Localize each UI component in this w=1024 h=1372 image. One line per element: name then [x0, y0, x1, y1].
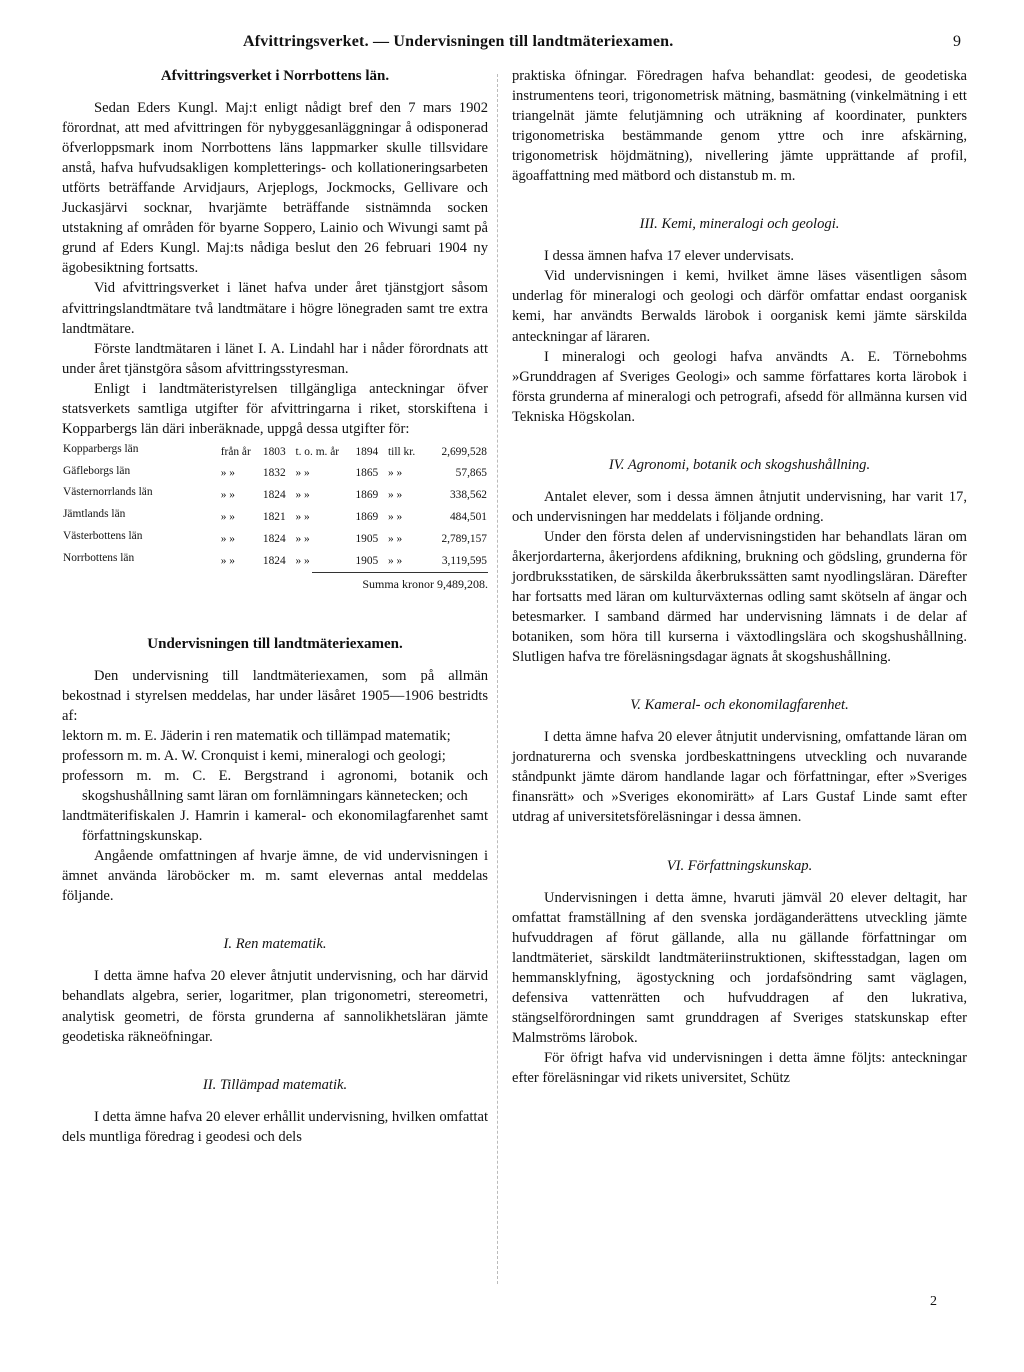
table-row	[62, 506, 488, 528]
from-prefix-cell: » »	[220, 554, 235, 567]
table-row	[62, 463, 488, 485]
from-prefix-cell: » »	[220, 489, 235, 502]
table-row	[62, 550, 488, 572]
teacher-entry: landtmäterifiskalen J. Hamrin i kameral- och ekonomilagfarenhet samt författningskunskap.	[62, 808, 488, 845]
till-cell: » »	[388, 554, 403, 567]
subsection-heading-ren-matematik: I. Ren matematik.	[223, 936, 327, 953]
to-year-cell: 1869	[355, 489, 379, 502]
to-year-cell: 1905	[355, 554, 379, 567]
table-row	[62, 528, 488, 550]
expenditure-table	[62, 441, 488, 572]
till-cell: » »	[388, 510, 403, 523]
from-year-cell: 1824	[262, 489, 286, 502]
column-divider	[497, 74, 498, 1284]
table-row	[62, 484, 488, 506]
paragraph: Sedan Eders Kungl. Maj:t enligt nådigt bref den 7 mars 1902 förordnat, att med afvittringen för nybyggesanläggningar å odisponerad öfverloppsmark inom Norrbottens läns lappmarker skulle tillsvidare anstå, hafva hufvudsakligen kompletterings- och kollationeringsarbeten utförts beträffande Arvidjaurs, Arjeplogs, Jockmocks, Gellivare och Juckasjärvi socknar, hvarjämte beträffande sistnämnda socken utstakning af områden för byarne Soppero, Lainio och Wivungi samt på grund af Eders Kungl. Maj:ts nådiga beslut den 26 februari 1904 ny ägobesiktning fortsatts.	[62, 100, 488, 277]
teacher-entry: lektorn m. m. E. Jäderin i ren matematik och tillämpad matematik;	[62, 727, 451, 744]
sheet-number: 2	[930, 1294, 937, 1309]
county-label: Västerbottens län	[63, 530, 143, 543]
subsection-heading-kemi: III. Kemi, mineralogi och geologi.	[639, 216, 840, 233]
page-number: 9	[953, 33, 961, 50]
county-label: Gäfleborgs län	[63, 464, 131, 477]
from-prefix-cell: » »	[220, 467, 235, 480]
paragraph: I detta ämne hafva 20 elever åtnjutit undervisning, omfattande läran om jordnaturerna och svenska jordbeskattningens utveckling och nuvarande ståndpunkt jämte därom handlande lagar och författningar, efter »Sveriges finansrätt» och »Sveriges ekonomirätt» af Lars Gustaf Linde samt efter utdrag af universitetsföreläsningar i dessa ämnen.	[512, 729, 967, 826]
paragraph: I detta ämne hafva 20 elever erhållit undervisning, hvilken omfattat dels muntliga föredrag i geodesi och dels	[62, 1108, 488, 1145]
to-prefix-cell: » »	[295, 510, 310, 523]
amount-cell: 3,119,595	[441, 554, 487, 567]
from-prefix-cell: » »	[220, 532, 235, 545]
subsection-heading-forfattningskunskap: VI. Författningskunskap.	[666, 857, 813, 874]
county-cell	[62, 463, 220, 485]
paragraph: praktiska öfningar. Föredragen hafva behandlat: geodesi, de geodetiska instrumentens teori, trigonometrisk mätning, basmätning (vinkelmätning i ett triangelnät jämte felutjämning och uträkning af koordinater, punkters trigonometriska bestämmande genom yttre och inre afskärning, trigonometrisk höjdmätning), nivellering jämte upprättande af profil, ägoaffattning med mätbord och distanstub m. m.	[512, 68, 967, 185]
subsection-heading-tillampad-matematik: II. Tillämpad matematik.	[202, 1076, 348, 1093]
to-prefix-cell: » »	[295, 532, 310, 545]
subsection-heading-agronomi: IV. Agronomi, botanik och skogshushållning.	[608, 456, 871, 473]
county-cell	[62, 441, 220, 463]
to-prefix-cell: t. o. m. år	[295, 445, 340, 458]
county-label: Norrbottens län	[63, 551, 135, 564]
sum-value: 9,489,208.	[437, 576, 488, 591]
county-label: Jämtlands län	[63, 508, 126, 521]
to-year-cell: 1894	[355, 445, 379, 458]
section-heading-undervisningen: Undervisningen till landtmäteriexamen.	[147, 635, 403, 652]
running-head	[0, 33, 1024, 57]
paragraph: Vid afvittringsverket i länet hafva under året tjänstgjort såsom afvittringslandtmätare två landtmätare i högre lönegraden samt tre extra landtmätare.	[62, 280, 488, 337]
to-year-cell: 1865	[355, 467, 379, 480]
paragraph: I mineralogi och geologi hafva användts A. E. Törnebohms »Grunddragen af Sveriges Geologi» och samme författares korta lärobok i första grunderna af mineralogi och petrografi, afsedd för allmänna kursen vid Tekniska Högskolan.	[512, 348, 967, 425]
to-year-cell: 1869	[355, 510, 379, 523]
from-year-cell: 1832	[262, 467, 286, 480]
right-column	[512, 66, 967, 1088]
county-label: Västernorrlands län	[63, 486, 153, 499]
paragraph: Undervisningen i detta ämne, hvaruti jämväl 20 elever deltagit, har omfattat framställning af den svenska jordäganderättens utveckling jämte hufvuddragen af förut gällande, alla nu gällande författningar om landtmäteriet, särskildt landtmäteriinstruktionen, skiftesstadgan, lagen om hemmansklyfning, ägostyckning och jordafsöndring samt väglagen, defensiva vattenrätten och hufvuddragen af den lukrativa, stängselförordningen samt grunddragen af Sveriges statskunskap efter Malmströms lärobok.	[512, 889, 967, 1046]
county-cell	[62, 484, 220, 506]
section-heading-afvittringsverket: Afvittringsverket i Norrbottens län.	[160, 68, 390, 84]
teacher-entry: professorn m. m. C. E. Bergstrand i agronomi, botanik och skogshushållning samt läran om fornlämningars kännetecken; och	[62, 768, 488, 805]
from-year-cell: 1824	[262, 532, 286, 545]
to-prefix-cell: » »	[295, 489, 310, 502]
from-prefix-cell: från år	[220, 445, 251, 458]
left-column	[62, 66, 488, 1147]
amount-cell: 338,562	[449, 489, 487, 502]
amount-cell: 2,699,528	[441, 445, 487, 458]
paragraph: Under den första delen af undervisningstiden har behandlats läran om åkerjordarterna, åkerjordens afdikning, brukning och gödsling, grunderna för jordbruksstatiken, de särskilda åkerbrukssätten samt nyodlingsläran. Därefter har fortsatts med läran om kulturväxternas odling samt skötseln af ängar och betesmarker. I samband därmed har undervisning lämnats i de delar af botaniken, som höra till kurserna i växtodlingslära och skogshushållning. Slutligen hafva tre föreläsningsdagar ägnats åt skogshushållning.	[512, 528, 967, 666]
paragraph: I detta ämne hafva 20 elever åtnjutit undervisning, och har därvid behandlats algebra, serier, logaritmer, plan trigonometri, stereometri, analytisk geometri, de första grunderna af sannolikhetsläran jämte geodetiska räkneöfningar.	[62, 968, 488, 1045]
to-prefix-cell: » »	[295, 467, 310, 480]
till-cell: till kr.	[388, 445, 416, 458]
from-year-cell: 1821	[262, 510, 286, 523]
from-year-cell: 1803	[262, 445, 286, 458]
sum-row	[312, 572, 488, 594]
from-prefix-cell: » »	[220, 510, 235, 523]
amount-cell: 57,865	[455, 467, 487, 480]
teacher-entry: professorn m. m. A. W. Cronquist i kemi, mineralogi och geologi;	[62, 748, 446, 764]
county-label: Kopparbergs län	[63, 442, 139, 455]
running-title: Afvittringsverket. — Undervisningen till landtmäteriexamen.	[243, 33, 674, 50]
amount-cell: 484,501	[449, 510, 487, 523]
paragraph: Antalet elever, som i dessa ämnen åtnjutit undervisning, har varit 17, och undervisningen har meddelats i följande ordning.	[512, 488, 967, 525]
paragraph: I dessa ämnen hafva 17 elever undervisats.	[544, 248, 795, 265]
paragraph: Den undervisning till landtmäteriexamen, som på allmän bekostnad i styrelsen meddelas, har under läsåret 1905—1906 bestridts af:	[62, 667, 488, 724]
till-cell: » »	[388, 489, 403, 502]
subsection-heading-kameral: V. Kameral- och ekonomilagfarenhet.	[630, 697, 849, 714]
amount-cell: 2,789,157	[441, 532, 487, 545]
paragraph: Förste landtmätaren i länet I. A. Lindahl har i nåder förordnats att under året tjänstgöra såsom afvittringsstyresman.	[62, 340, 488, 377]
county-cell	[62, 550, 220, 572]
paragraph: För öfrigt hafva vid undervisningen i detta ämne följts: anteckningar efter föreläsningar vid rikets universitet, Schütz	[512, 1049, 967, 1086]
paragraph: Angående omfattningen af hvarje ämne, de vid undervisningen i ämnet använda läroböcker m. m. samt elevernas antal meddelas följande.	[62, 848, 488, 905]
till-cell: » »	[388, 467, 403, 480]
to-prefix-cell: » »	[295, 554, 310, 567]
county-cell	[62, 506, 220, 528]
paragraph: Enligt i landtmäteristyrelsen tillgängliga anteckningar öfver statsverkets samtliga utgifter för afvittringarna i riket, storskiftena i Kopparbergs län däri inberäknade, uppgå dessa utgifter för:	[62, 380, 488, 437]
paragraph: Vid undervisningen i kemi, hvilket ämne läses väsentligen såsom underlag för mineralogi och geologi och därför omfattar endast oorganisk kemi, har användts Berwalds lärobok i oorganisk kemi jämte särskilda anteckningar af läraren.	[512, 268, 967, 345]
table-row	[62, 441, 488, 463]
to-year-cell: 1905	[355, 532, 379, 545]
sum-label: Summa kronor	[362, 576, 434, 591]
county-cell	[62, 528, 220, 550]
till-cell: » »	[388, 532, 403, 545]
from-year-cell: 1824	[262, 554, 286, 567]
